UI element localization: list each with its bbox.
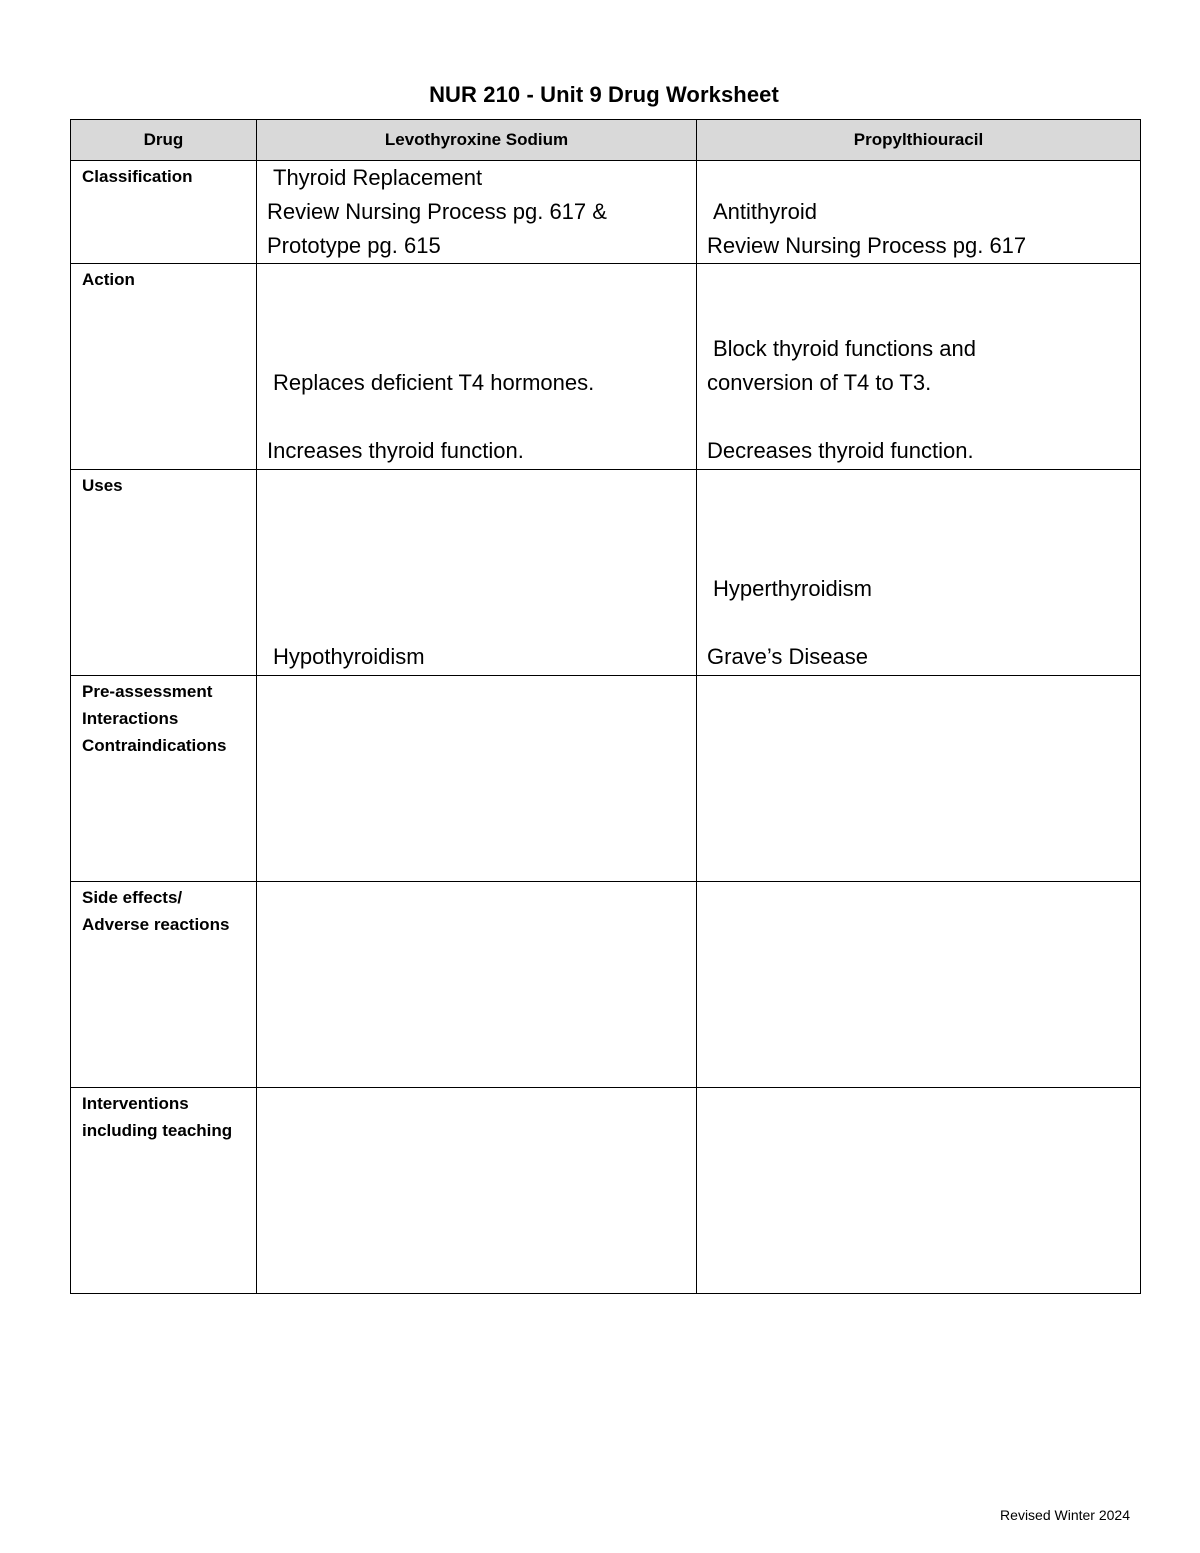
cell-side-effects-drug1[interactable]: [257, 882, 697, 1088]
row-classification: [71, 161, 1141, 264]
cell-interventions-drug1[interactable]: [257, 1088, 697, 1294]
cell-interventions-drug2[interactable]: [697, 1088, 1141, 1294]
row-interventions: [71, 1088, 1141, 1294]
cell-uses-drug1[interactable]: [257, 470, 697, 676]
table-header-row: [71, 120, 1141, 161]
row-label-interventions: Interventions including teaching: [71, 1088, 257, 1294]
header-drug1-name: Levothyroxine Sodium: [257, 120, 697, 161]
row-side-effects: [71, 882, 1141, 1088]
cell-classification-drug1[interactable]: [257, 161, 697, 264]
header-drug2-name: Propylthiouracil: [697, 120, 1141, 161]
cell-text: Block thyroid functions and conversion of T4 to T3. Decreases thyroid function.: [707, 336, 976, 463]
row-uses: [71, 470, 1141, 676]
row-preassessment: [71, 676, 1141, 882]
worksheet-title: NUR 210 - Unit 9 Drug Worksheet: [429, 82, 779, 107]
cell-text: Hyperthyroidism Grave’s Disease: [707, 576, 872, 669]
cell-classification-drug2[interactable]: [697, 161, 1141, 264]
cell-uses-drug2[interactable]: [697, 470, 1141, 676]
cell-text: Antithyroid Review Nursing Process pg. 617: [707, 199, 1027, 258]
row-label-classification: Classification: [71, 161, 257, 264]
row-label-action: Action: [71, 264, 257, 470]
row-label-side-effects: Side effects/ Adverse reactions: [71, 882, 257, 1088]
revision-footer: Revised Winter 2024: [1000, 1507, 1130, 1523]
cell-text: Thyroid Replacement Review Nursing Process pg. 617 & Prototype pg. 615: [267, 165, 607, 258]
row-label-uses: Uses: [71, 470, 257, 676]
cell-preassessment-drug1[interactable]: [257, 676, 697, 882]
header-drug-label: Drug: [71, 120, 257, 161]
row-label-preassessment: Pre-assessment Interactions Contraindications: [71, 676, 257, 882]
cell-text: Replaces deficient T4 hormones. Increases thyroid function.: [267, 370, 595, 463]
cell-action-drug2[interactable]: [697, 264, 1141, 470]
cell-text: Hypothyroidism: [273, 644, 425, 669]
cell-action-drug1[interactable]: [257, 264, 697, 470]
drug-worksheet-table: [70, 119, 1141, 1294]
row-action: [71, 264, 1141, 470]
cell-preassessment-drug2[interactable]: [697, 676, 1141, 882]
cell-side-effects-drug2[interactable]: [697, 882, 1141, 1088]
